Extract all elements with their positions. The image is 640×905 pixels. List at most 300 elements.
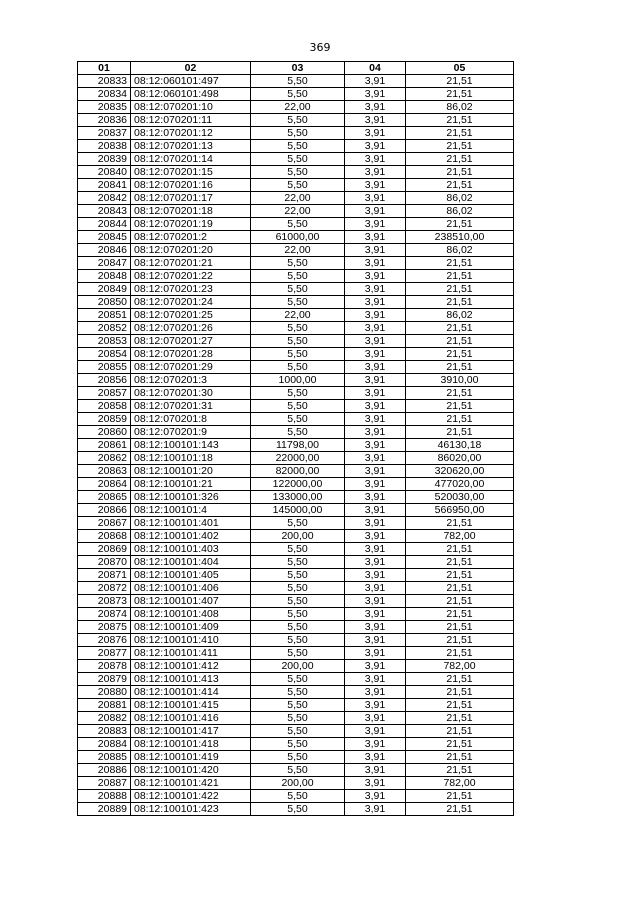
row-number-cell: 20845 (78, 231, 131, 244)
cadastral-number-cell: 08:12:100101:401 (131, 517, 251, 530)
area-cell: 5,50 (251, 400, 345, 413)
area-cell: 5,50 (251, 218, 345, 231)
cadastral-number-cell: 08:12:070201:18 (131, 205, 251, 218)
rate-cell: 3,91 (345, 660, 406, 673)
cadastral-number-cell: 08:12:100101:418 (131, 738, 251, 751)
table-row (78, 296, 514, 309)
amount-cell: 21,51 (406, 764, 514, 777)
amount-cell: 21,51 (406, 595, 514, 608)
rate-cell: 3,91 (345, 361, 406, 374)
row-number-cell: 20875 (78, 621, 131, 634)
cadastral-number-cell: 08:12:070201:11 (131, 114, 251, 127)
table-row (78, 400, 514, 413)
row-number-cell: 20877 (78, 647, 131, 660)
row-number-cell: 20866 (78, 504, 131, 517)
row-number-cell: 20841 (78, 179, 131, 192)
row-number-cell: 20855 (78, 361, 131, 374)
area-cell: 22,00 (251, 309, 345, 322)
amount-cell: 21,51 (406, 114, 514, 127)
table-row (78, 608, 514, 621)
row-number-cell: 20848 (78, 270, 131, 283)
amount-cell: 86,02 (406, 244, 514, 257)
cadastral-number-cell: 08:12:070201:17 (131, 192, 251, 205)
cadastral-number-cell: 08:12:070201:26 (131, 322, 251, 335)
row-number-cell: 20865 (78, 491, 131, 504)
row-number-cell: 20852 (78, 322, 131, 335)
area-cell: 5,50 (251, 88, 345, 101)
column-header-05: 05 (406, 62, 514, 75)
amount-cell: 21,51 (406, 673, 514, 686)
column-header-01: 01 (78, 62, 131, 75)
cadastral-number-cell: 08:12:100101:413 (131, 673, 251, 686)
rate-cell: 3,91 (345, 569, 406, 582)
amount-cell: 86,02 (406, 205, 514, 218)
column-header-04: 04 (345, 62, 406, 75)
amount-cell: 21,51 (406, 569, 514, 582)
row-number-cell: 20849 (78, 283, 131, 296)
cadastral-number-cell: 08:12:070201:10 (131, 101, 251, 114)
area-cell: 5,50 (251, 569, 345, 582)
cadastral-number-cell: 08:12:070201:8 (131, 413, 251, 426)
area-cell: 5,50 (251, 764, 345, 777)
cadastral-number-cell: 08:12:070201:2 (131, 231, 251, 244)
rate-cell: 3,91 (345, 283, 406, 296)
rate-cell: 3,91 (345, 75, 406, 88)
amount-cell: 3910,00 (406, 374, 514, 387)
row-number-cell: 20850 (78, 296, 131, 309)
area-cell: 5,50 (251, 413, 345, 426)
table-row (78, 322, 514, 335)
cadastral-number-cell: 08:12:100101:4 (131, 504, 251, 517)
table-row (78, 283, 514, 296)
cadastral-number-cell: 08:12:070201:27 (131, 335, 251, 348)
table-header (78, 62, 514, 75)
rate-cell: 3,91 (345, 686, 406, 699)
table-row (78, 777, 514, 790)
cadastral-number-cell: 08:12:100101:419 (131, 751, 251, 764)
table-row (78, 764, 514, 777)
amount-cell: 520030,00 (406, 491, 514, 504)
amount-cell: 320620,00 (406, 465, 514, 478)
area-cell: 5,50 (251, 751, 345, 764)
row-number-cell: 20857 (78, 387, 131, 400)
area-cell: 5,50 (251, 166, 345, 179)
cadastral-number-cell: 08:12:100101:407 (131, 595, 251, 608)
cadastral-number-cell: 08:12:070201:12 (131, 127, 251, 140)
rate-cell: 3,91 (345, 478, 406, 491)
rate-cell: 3,91 (345, 491, 406, 504)
page-number: 369 (309, 41, 331, 54)
rate-cell: 3,91 (345, 244, 406, 257)
area-cell: 5,50 (251, 673, 345, 686)
amount-cell: 21,51 (406, 153, 514, 166)
area-cell: 133000,00 (251, 491, 345, 504)
cadastral-number-cell: 08:12:100101:409 (131, 621, 251, 634)
row-number-cell: 20884 (78, 738, 131, 751)
table-row (78, 530, 514, 543)
area-cell: 5,50 (251, 283, 345, 296)
amount-cell: 21,51 (406, 582, 514, 595)
amount-cell: 782,00 (406, 777, 514, 790)
rate-cell: 3,91 (345, 621, 406, 634)
table-row (78, 218, 514, 231)
row-number-cell: 20883 (78, 725, 131, 738)
area-cell: 5,50 (251, 75, 345, 88)
table-row (78, 478, 514, 491)
table-row (78, 426, 514, 439)
amount-cell: 21,51 (406, 790, 514, 803)
area-cell: 5,50 (251, 556, 345, 569)
rate-cell: 3,91 (345, 673, 406, 686)
table-row (78, 127, 514, 140)
table-row (78, 114, 514, 127)
cadastral-number-cell: 08:12:100101:405 (131, 569, 251, 582)
cadastral-number-cell: 08:12:100101:414 (131, 686, 251, 699)
table-row (78, 270, 514, 283)
table-row (78, 192, 514, 205)
rate-cell: 3,91 (345, 725, 406, 738)
row-number-cell: 20867 (78, 517, 131, 530)
amount-cell: 21,51 (406, 179, 514, 192)
rate-cell: 3,91 (345, 452, 406, 465)
amount-cell: 21,51 (406, 127, 514, 140)
amount-cell: 21,51 (406, 218, 514, 231)
row-number-cell: 20858 (78, 400, 131, 413)
area-cell: 5,50 (251, 127, 345, 140)
area-cell: 5,50 (251, 543, 345, 556)
amount-cell: 86020,00 (406, 452, 514, 465)
rate-cell: 3,91 (345, 582, 406, 595)
amount-cell: 21,51 (406, 140, 514, 153)
cadastral-number-cell: 08:12:100101:403 (131, 543, 251, 556)
rate-cell: 3,91 (345, 309, 406, 322)
amount-cell: 21,51 (406, 634, 514, 647)
rate-cell: 3,91 (345, 426, 406, 439)
cadastral-number-cell: 08:12:070201:25 (131, 309, 251, 322)
table-row (78, 452, 514, 465)
cadastral-number-cell: 08:12:070201:3 (131, 374, 251, 387)
area-cell: 5,50 (251, 790, 345, 803)
amount-cell: 21,51 (406, 88, 514, 101)
cadastral-number-cell: 08:12:070201:9 (131, 426, 251, 439)
table-row (78, 309, 514, 322)
table-row (78, 257, 514, 270)
cadastral-number-cell: 08:12:100101:404 (131, 556, 251, 569)
cadastral-number-cell: 08:12:070201:14 (131, 153, 251, 166)
area-cell: 22,00 (251, 101, 345, 114)
cadastral-number-cell: 08:12:100101:402 (131, 530, 251, 543)
area-cell: 5,50 (251, 699, 345, 712)
rate-cell: 3,91 (345, 595, 406, 608)
row-number-cell: 20834 (78, 88, 131, 101)
cadastral-number-cell: 08:12:070201:19 (131, 218, 251, 231)
cadastral-number-cell: 08:12:100101:143 (131, 439, 251, 452)
amount-cell: 782,00 (406, 660, 514, 673)
rate-cell: 3,91 (345, 192, 406, 205)
table-row (78, 153, 514, 166)
cadastral-number-cell: 08:12:100101:326 (131, 491, 251, 504)
table-row (78, 712, 514, 725)
row-number-cell: 20887 (78, 777, 131, 790)
rate-cell: 3,91 (345, 101, 406, 114)
amount-cell: 21,51 (406, 413, 514, 426)
area-cell: 5,50 (251, 387, 345, 400)
amount-cell: 21,51 (406, 322, 514, 335)
cadastral-number-cell: 08:12:100101:412 (131, 660, 251, 673)
area-cell: 122000,00 (251, 478, 345, 491)
cadastral-number-cell: 08:12:100101:416 (131, 712, 251, 725)
column-header-02: 02 (131, 62, 251, 75)
table-row (78, 517, 514, 530)
cadastral-number-cell: 08:12:070201:23 (131, 283, 251, 296)
area-cell: 1000,00 (251, 374, 345, 387)
table-row (78, 582, 514, 595)
cadastral-number-cell: 08:12:100101:421 (131, 777, 251, 790)
table-row (78, 751, 514, 764)
row-number-cell: 20844 (78, 218, 131, 231)
area-cell: 22,00 (251, 192, 345, 205)
table-row (78, 88, 514, 101)
table-row (78, 686, 514, 699)
area-cell: 200,00 (251, 660, 345, 673)
area-cell: 200,00 (251, 530, 345, 543)
rate-cell: 3,91 (345, 764, 406, 777)
table-row (78, 439, 514, 452)
area-cell: 5,50 (251, 296, 345, 309)
area-cell: 5,50 (251, 270, 345, 283)
row-number-cell: 20839 (78, 153, 131, 166)
amount-cell: 566950,00 (406, 504, 514, 517)
rate-cell: 3,91 (345, 556, 406, 569)
amount-cell: 21,51 (406, 686, 514, 699)
row-number-cell: 20885 (78, 751, 131, 764)
row-number-cell: 20846 (78, 244, 131, 257)
area-cell: 5,50 (251, 738, 345, 751)
rate-cell: 3,91 (345, 231, 406, 244)
cadastral-number-cell: 08:12:070201:28 (131, 348, 251, 361)
rate-cell: 3,91 (345, 88, 406, 101)
rate-cell: 3,91 (345, 400, 406, 413)
area-cell: 5,50 (251, 257, 345, 270)
table-row (78, 205, 514, 218)
cadastral-number-cell: 08:12:100101:415 (131, 699, 251, 712)
rate-cell: 3,91 (345, 699, 406, 712)
row-number-cell: 20859 (78, 413, 131, 426)
area-cell: 5,50 (251, 647, 345, 660)
area-cell: 5,50 (251, 114, 345, 127)
table-row (78, 543, 514, 556)
amount-cell: 21,51 (406, 621, 514, 634)
row-number-cell: 20853 (78, 335, 131, 348)
cadastral-number-cell: 08:12:100101:18 (131, 452, 251, 465)
amount-cell: 21,51 (406, 647, 514, 660)
table-row (78, 673, 514, 686)
table-row (78, 465, 514, 478)
area-cell: 5,50 (251, 322, 345, 335)
row-number-cell: 20854 (78, 348, 131, 361)
amount-cell: 21,51 (406, 335, 514, 348)
table-row (78, 790, 514, 803)
cadastral-number-cell: 08:12:070201:20 (131, 244, 251, 257)
cadastral-number-cell: 08:12:100101:406 (131, 582, 251, 595)
amount-cell: 21,51 (406, 257, 514, 270)
column-header-03: 03 (251, 62, 345, 75)
cadastral-number-cell: 08:12:100101:417 (131, 725, 251, 738)
row-number-cell: 20888 (78, 790, 131, 803)
area-cell: 5,50 (251, 582, 345, 595)
header-row (78, 62, 514, 75)
area-cell: 5,50 (251, 634, 345, 647)
table-row (78, 335, 514, 348)
row-number-cell: 20837 (78, 127, 131, 140)
amount-cell: 21,51 (406, 400, 514, 413)
row-number-cell: 20880 (78, 686, 131, 699)
rate-cell: 3,91 (345, 270, 406, 283)
amount-cell: 21,51 (406, 283, 514, 296)
amount-cell: 21,51 (406, 270, 514, 283)
cadastral-number-cell: 08:12:070201:21 (131, 257, 251, 270)
row-number-cell: 20835 (78, 101, 131, 114)
table-row (78, 166, 514, 179)
table-row (78, 101, 514, 114)
cadastral-number-cell: 08:12:070201:16 (131, 179, 251, 192)
area-cell: 5,50 (251, 361, 345, 374)
row-number-cell: 20871 (78, 569, 131, 582)
row-number-cell: 20889 (78, 803, 131, 816)
amount-cell: 21,51 (406, 751, 514, 764)
row-number-cell: 20860 (78, 426, 131, 439)
cadastral-number-cell: 08:12:070201:13 (131, 140, 251, 153)
row-number-cell: 20842 (78, 192, 131, 205)
row-number-cell: 20879 (78, 673, 131, 686)
table-row (78, 140, 514, 153)
area-cell: 5,50 (251, 686, 345, 699)
table-row (78, 595, 514, 608)
row-number-cell: 20882 (78, 712, 131, 725)
rate-cell: 3,91 (345, 608, 406, 621)
amount-cell: 46130,18 (406, 439, 514, 452)
cadastral-number-cell: 08:12:100101:423 (131, 803, 251, 816)
table-row (78, 504, 514, 517)
amount-cell: 21,51 (406, 699, 514, 712)
amount-cell: 21,51 (406, 426, 514, 439)
row-number-cell: 20864 (78, 478, 131, 491)
rate-cell: 3,91 (345, 166, 406, 179)
table-row (78, 348, 514, 361)
amount-cell: 21,51 (406, 296, 514, 309)
cadastral-number-cell: 08:12:100101:422 (131, 790, 251, 803)
rate-cell: 3,91 (345, 322, 406, 335)
rate-cell: 3,91 (345, 712, 406, 725)
area-cell: 5,50 (251, 348, 345, 361)
rate-cell: 3,91 (345, 803, 406, 816)
rate-cell: 3,91 (345, 413, 406, 426)
rate-cell: 3,91 (345, 296, 406, 309)
table-body (78, 75, 514, 816)
rate-cell: 3,91 (345, 205, 406, 218)
area-cell: 5,50 (251, 426, 345, 439)
amount-cell: 21,51 (406, 608, 514, 621)
rate-cell: 3,91 (345, 218, 406, 231)
amount-cell: 21,51 (406, 361, 514, 374)
rate-cell: 3,91 (345, 140, 406, 153)
row-number-cell: 20862 (78, 452, 131, 465)
amount-cell: 21,51 (406, 543, 514, 556)
row-number-cell: 20847 (78, 257, 131, 270)
table-row (78, 556, 514, 569)
area-cell: 22000,00 (251, 452, 345, 465)
area-cell: 5,50 (251, 140, 345, 153)
row-number-cell: 20861 (78, 439, 131, 452)
rate-cell: 3,91 (345, 114, 406, 127)
amount-cell: 21,51 (406, 725, 514, 738)
area-cell: 5,50 (251, 153, 345, 166)
row-number-cell: 20876 (78, 634, 131, 647)
row-number-cell: 20881 (78, 699, 131, 712)
row-number-cell: 20856 (78, 374, 131, 387)
area-cell: 22,00 (251, 205, 345, 218)
table-row (78, 699, 514, 712)
row-number-cell: 20874 (78, 608, 131, 621)
cadastral-number-cell: 08:12:100101:408 (131, 608, 251, 621)
cadastral-number-cell: 08:12:100101:410 (131, 634, 251, 647)
rate-cell: 3,91 (345, 348, 406, 361)
row-number-cell: 20870 (78, 556, 131, 569)
amount-cell: 21,51 (406, 738, 514, 751)
rate-cell: 3,91 (345, 153, 406, 166)
cadastral-number-cell: 08:12:100101:20 (131, 465, 251, 478)
rate-cell: 3,91 (345, 179, 406, 192)
row-number-cell: 20843 (78, 205, 131, 218)
amount-cell: 21,51 (406, 348, 514, 361)
area-cell: 5,50 (251, 712, 345, 725)
amount-cell: 21,51 (406, 556, 514, 569)
row-number-cell: 20873 (78, 595, 131, 608)
amount-cell: 21,51 (406, 517, 514, 530)
area-cell: 200,00 (251, 777, 345, 790)
table-row (78, 491, 514, 504)
table-row (78, 725, 514, 738)
area-cell: 22,00 (251, 244, 345, 257)
cadastral-number-cell: 08:12:070201:30 (131, 387, 251, 400)
table-row (78, 244, 514, 257)
row-number-cell: 20878 (78, 660, 131, 673)
area-cell: 145000,00 (251, 504, 345, 517)
cadastral-number-cell: 08:12:070201:15 (131, 166, 251, 179)
rate-cell: 3,91 (345, 647, 406, 660)
rate-cell: 3,91 (345, 634, 406, 647)
table-row (78, 634, 514, 647)
cadastral-number-cell: 08:12:070201:29 (131, 361, 251, 374)
row-number-cell: 20872 (78, 582, 131, 595)
amount-cell: 238510,00 (406, 231, 514, 244)
rate-cell: 3,91 (345, 751, 406, 764)
rate-cell: 3,91 (345, 257, 406, 270)
area-cell: 82000,00 (251, 465, 345, 478)
rate-cell: 3,91 (345, 387, 406, 400)
area-cell: 5,50 (251, 517, 345, 530)
area-cell: 5,50 (251, 595, 345, 608)
row-number-cell: 20851 (78, 309, 131, 322)
rate-cell: 3,91 (345, 777, 406, 790)
row-number-cell: 20836 (78, 114, 131, 127)
row-number-cell: 20838 (78, 140, 131, 153)
table-row (78, 179, 514, 192)
table-row (78, 413, 514, 426)
area-cell: 61000,00 (251, 231, 345, 244)
table-row (78, 647, 514, 660)
table-row (78, 387, 514, 400)
